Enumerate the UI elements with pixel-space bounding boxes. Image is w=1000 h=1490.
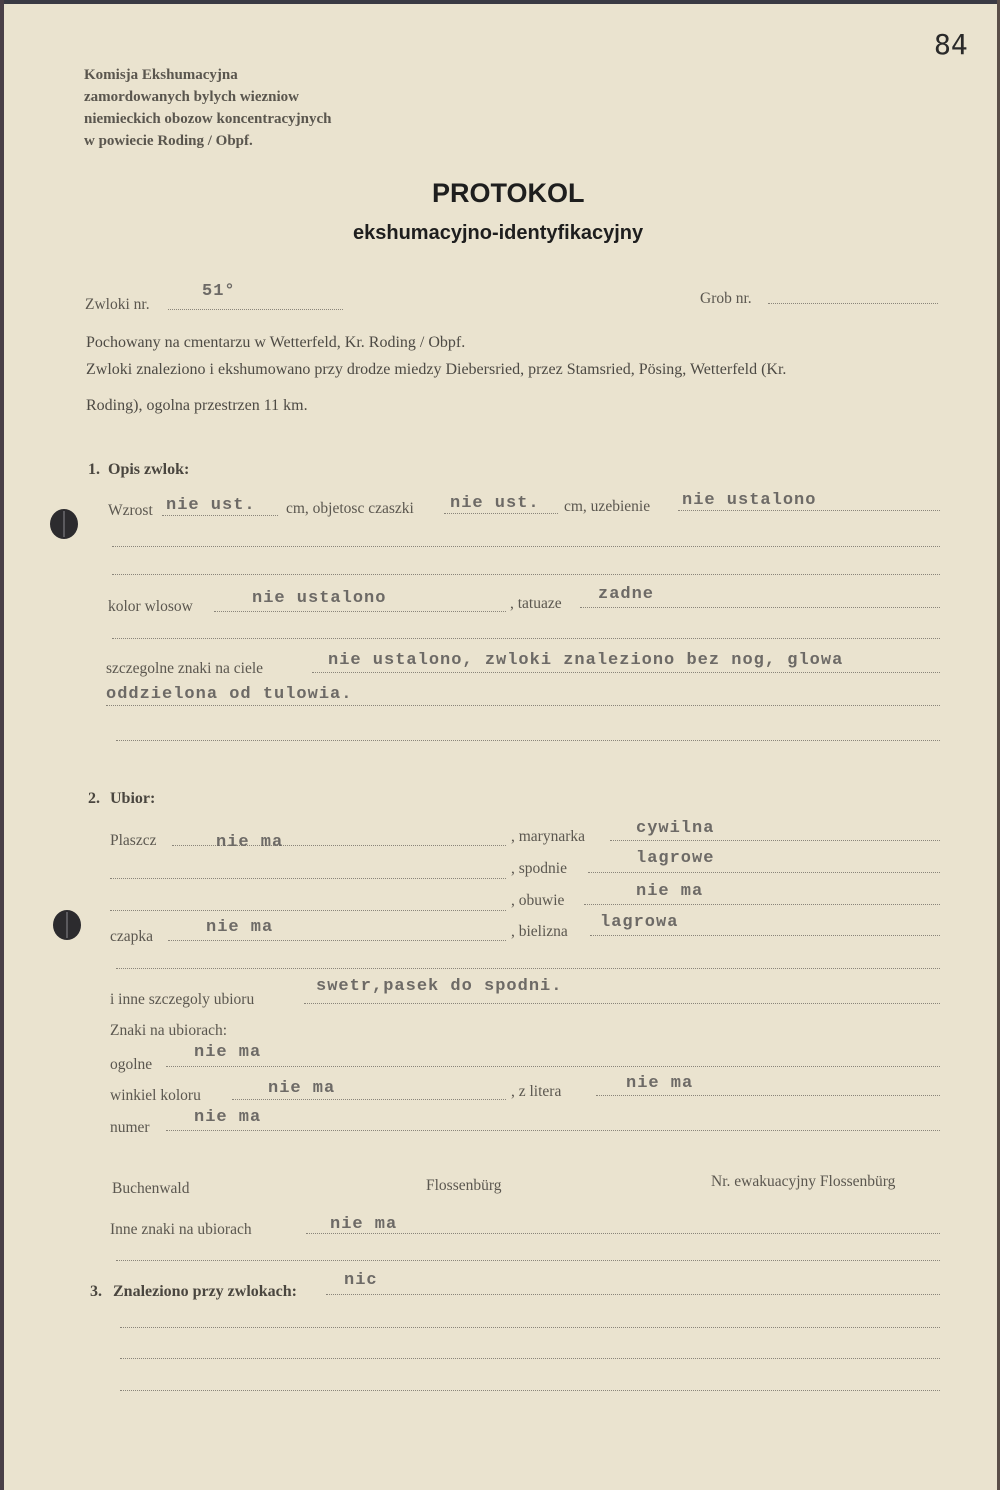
punch-hole-top [50,509,78,539]
znaki-line-2 [106,705,940,706]
tatuaze-line [580,607,940,608]
section-3-title: Znaleziono przy zwlokach: [113,1283,297,1300]
blank-line [116,1260,940,1261]
page-number: 84 [934,28,968,61]
page-title: PROTOKOL [432,178,585,208]
header-line-2: zamordowanych bylych wiezniow [84,89,299,105]
section-3-number: 3. [90,1283,102,1300]
scan-border-left [0,0,4,1490]
czapka-label: czapka [110,928,154,945]
blank-line [120,1327,940,1328]
uzebienie-value: nie ustalono [682,491,817,510]
plaszcz-value: nie ma [216,833,284,852]
kolor-label: kolor wlosow [108,598,193,615]
tatuaze-value: zadne [598,585,655,604]
czaszka-label: cm, objetosc czaszki [286,500,414,517]
spodnie-line [588,872,940,873]
inne-line [304,1003,940,1004]
section-1-title: Opis zwlok: [108,461,190,478]
inne-znaki-line [306,1233,940,1234]
zwloki-line [168,309,343,310]
section-2-title: Ubior: [110,790,156,807]
czaszka-value: nie ust. [450,494,540,513]
czaszka-line [444,513,558,514]
scan-border-top [0,0,1000,4]
bielizna-value: lagrowa [600,913,679,932]
blank-line [120,1358,940,1359]
zwloki-label: Zwloki nr. [85,296,150,313]
buchenwald-label: Buchenwald [112,1180,190,1197]
znaki-ubior-title: Znaki na ubiorach: [110,1022,228,1039]
zwloki-value: 51° [202,282,236,301]
spodnie-value: lagrowe [636,849,715,868]
grob-line [768,303,938,304]
tatuaze-label: , tatuaze [510,595,562,612]
blank-line [116,740,940,741]
blank-line [110,878,506,879]
flossenburg-label: Flossenbürg [426,1177,502,1194]
obuwie-label: , obuwie [511,892,565,909]
plaszcz-label: Plaszcz [110,832,157,849]
litera-label: , z litera [511,1083,562,1100]
grob-label: Grob nr. [700,290,752,307]
blank-line [112,574,940,575]
wzrost-value: nie ust. [166,496,256,515]
wzrost-line [162,515,278,516]
znaki-value-2: oddzielona od tulowia. [106,685,353,704]
inne-znaki-label: Inne znaki na ubiorach [110,1221,252,1238]
numer-value: nie ma [194,1108,262,1127]
bielizna-line [590,935,940,936]
marynarka-value: cywilna [636,819,715,838]
winkiel-value: nie ma [268,1079,336,1098]
spodnie-label: , spodnie [511,860,567,877]
section-1-number: 1. [88,461,100,478]
ogolne-value: nie ma [194,1043,262,1062]
litera-line [596,1095,940,1096]
znaki-value-1: nie ustalono, zwloki znaleziono bez nog, glowa [328,651,844,670]
punch-hole-bottom [53,910,81,940]
section-2-number: 2. [88,790,100,807]
section-3-value: nic [344,1271,378,1290]
page-subtitle: ekshumacyjno-identyfikacyjny [353,222,644,244]
blank-line [110,910,506,911]
czapka-line [168,940,506,941]
numer-label: numer [110,1119,150,1136]
uzebienie-label: cm, uzebienie [564,498,651,515]
intro-line-2: Zwloki znaleziono i ekshumowano przy drodze miedzy Diebersried, przez Stamsried, Pösing, Wetterfeld (Kr. [86,361,787,378]
section-3-line [326,1294,940,1295]
inne-value: swetr,pasek do spodni. [316,977,563,996]
kolor-value: nie ustalono [252,589,387,608]
numer-line [166,1130,940,1131]
czapka-value: nie ma [206,918,274,937]
blank-line [112,546,940,547]
litera-value: nie ma [626,1074,694,1093]
header-line-3: niemieckich obozow koncentracyjnych [84,111,332,127]
intro-line-1: Pochowany na cmentarzu w Wetterfeld, Kr. Roding / Obpf. [86,334,466,351]
bielizna-label: , bielizna [511,923,568,940]
winkiel-line [232,1099,506,1100]
marynarka-line [610,840,940,841]
inne-znaki-value: nie ma [330,1215,398,1234]
kolor-line [214,611,506,612]
blank-line [112,638,940,639]
ogolne-label: ogolne [110,1056,153,1073]
znaki-label: szczegolne znaki na ciele [106,660,264,677]
header-line-1: Komisja Ekshumacyjna [84,67,238,83]
znaki-line [312,672,940,673]
header-line-4: w powiecie Roding / Obpf. [84,133,253,149]
wzrost-label: Wzrost [108,502,153,519]
ogolne-line [166,1066,940,1067]
intro-line-3: Roding), ogolna przestrzen 11 km. [86,397,308,414]
marynarka-label: , marynarka [511,828,586,845]
blank-line [120,1390,940,1391]
uzebienie-line [678,510,940,511]
obuwie-line [584,904,940,905]
blank-line [116,968,940,969]
inne-label: i inne szczegoly ubioru [110,991,255,1008]
winkiel-label: winkiel koloru [110,1087,201,1104]
ewakuacyjny-label: Nr. ewakuacyjny Flossenbürg [711,1173,896,1190]
obuwie-value: nie ma [636,882,704,901]
